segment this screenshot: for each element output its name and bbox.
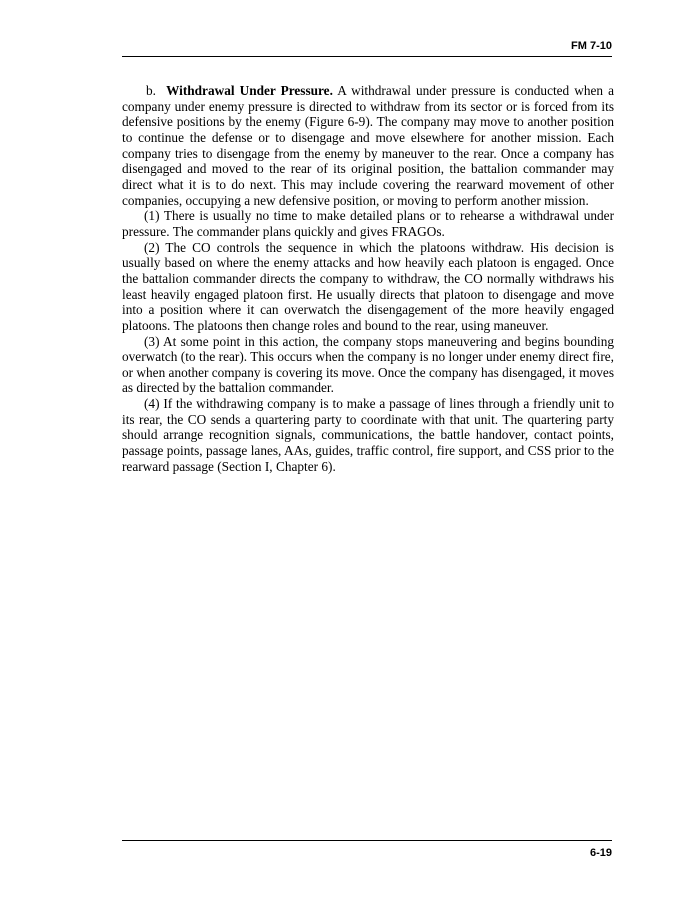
subparagraph-3: (3) At some point in this action, the company stops maneuvering and begins bounding overwatch (to the rear). This occurs when the company is no longer under enemy direct fire, or when another company is covering its move. Once the company has disengaged, it moves as directed by the battalion commander. [122,333,614,396]
page-footer [122,840,612,861]
manual-id: FM 7-10 [571,40,612,52]
paragraph-title: Withdrawal Under Pressure. [166,83,333,98]
body-text [122,83,614,474]
subparagraph-1: (1) There is usually no time to make detailed plans or to rehearse a withdrawal under pressure. The commander plans quickly and gives FRAGOs. [122,208,614,239]
paragraph-label: b. [146,83,156,98]
subparagraph-2: (2) The CO controls the sequence in which the platoons withdraw. His decision is usually based on where the enemy attacks and how heavily each platoon is engaged. Once the battalion commander directs the company to withdraw, the CO normally withdraws his least heavily engaged platoon first. He usually directs that platoon to disengage and move into a position where it can overwatch the disengagement of the more heavily engaged platoons. The platoons then change roles and bound to the rear, using maneuver. [122,239,614,333]
page-header [122,36,612,57]
paragraph-text: A withdrawal under pressure is conducted when a company under enemy pressure is directed to withdraw from its sector or is forced from its defensive positions by the enemy (Figure 6-9). The company may move to another position to continue the defense or to disengage and move elsewhere for another mission. Each company tries to disengage from the enemy by maneuver to the rear. Once a company has disengaged and moved to the rear of its original position, the battalion commander may direct what it is to do next. This may include covering the rearward movement of other companies, occupying a new defensive position, or moving to perform another mission. [122,83,614,208]
paragraph-withdrawal-under-pressure [122,83,614,208]
subparagraph-4: (4) If the withdrawing company is to make a passage of lines through a friendly unit to its rear, the CO sends a quartering party to coordinate with that unit. The quartering party should arrange recognition signals, communications, the battle handover, contact points, passage points, passage lanes, AAs, guides, traffic control, fire support, and CSS prior to the rearward passage (Section I, Chapter 6). [122,396,614,474]
page-number: 6-19 [589,847,612,859]
